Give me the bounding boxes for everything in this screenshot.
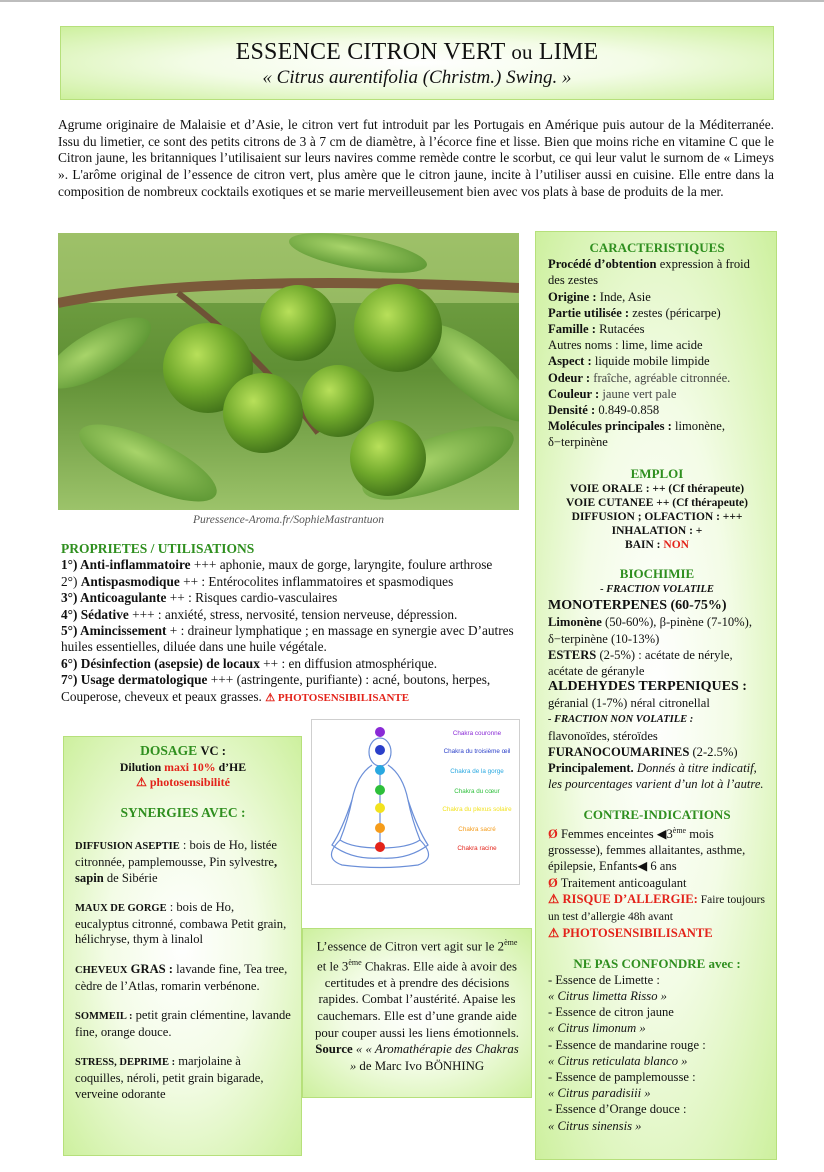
dosage-box [63, 736, 302, 1156]
molecules-row: Molécules principales : limonène, δ−terpinène [548, 419, 725, 450]
photosens-row: ⚠ PHOTOSENSIBILISANTE [548, 926, 713, 941]
monoterpenes: MONOTERPENES (60-75%) [548, 598, 727, 614]
ne-pas-confondre-title: NE PAS CONFONDRE avec : [573, 955, 741, 971]
limonene-row: Limonène (50-60%), β-pinène (7-10%), δ−terpinène (10-13%) [548, 615, 753, 646]
warning-icon: ⚠ [548, 926, 560, 941]
aspect-row: Aspect : liquide mobile limpide [548, 354, 710, 369]
densite-row: Densité : 0.849-0.858 [548, 403, 660, 418]
famille-row: Famille : Rutacées [548, 322, 645, 337]
esters-row: ESTERS (2-5%) : acétate de néryle, acétate de géranyle [548, 647, 733, 679]
aldehydes: ALDEHYDES TERPENIQUES : [548, 679, 747, 695]
procede-row: Procédé d’obtention expression à froid des zestes [548, 257, 750, 288]
chakra-label: Chakra du troisième œil [443, 748, 511, 755]
flavonoides: flavonoïdes, stéroïdes [548, 728, 658, 743]
fraction-non-volatile: - FRACTION NON VOLATILE : [548, 713, 694, 725]
confondre-item: - Essence de Limette : [548, 972, 660, 987]
chakra-label: Chakra de la gorge [450, 768, 504, 775]
chakra-label: Chakra couronne [452, 730, 502, 737]
chakra-dot [375, 785, 385, 795]
proprietes-list [61, 557, 531, 706]
emploi-bain: BAIN : NON [625, 538, 689, 551]
furano-row: FURANOCOUMARINES (2-2.5%) [548, 745, 738, 760]
synergie-sommeil: SOMMEIL : petit grain clémentine, lavande fine, orange douce. [75, 1008, 291, 1039]
chakra-label: Chakra du plexus solaire [442, 806, 512, 813]
chakra-label: Chakra racine [457, 845, 497, 852]
dilution-row: Dilution maxi 10% d’HE [119, 759, 247, 774]
confondre-item: - Essence de pamplemousse : [548, 1069, 696, 1084]
confondre-item: - Essence d’Orange douce : [548, 1102, 687, 1117]
chakra-label: Chakra sacré [458, 826, 496, 833]
caracteristiques-title: CARACTERISTIQUES [589, 240, 725, 255]
synergie-stress: STRESS, DEPRIME : marjolaine à coquilles, néroli, petit grain bigarade, verveine odorante [75, 1054, 264, 1101]
chakra-dot [375, 823, 385, 833]
emploi-voie-cutanee: VOIE CUTANEE ++ (Cf thérapeute) [566, 496, 748, 509]
chakra-dot [375, 765, 385, 775]
top-rule [0, 0, 824, 2]
emploi-diffusion: DIFFUSION ; OLFACTION : +++ [571, 510, 743, 523]
autres-noms-row: Autres noms : lime, lime acide [548, 338, 703, 353]
emploi-voie-orale: VOIE ORALE : ++ (Cf thérapeute) [569, 482, 745, 495]
emploi-title: EMPLOI [630, 465, 684, 481]
propriete-item: 1°) Anti-inflammatoire +++ aphonie, maux de gorge, laryngite, foulure arthrose [61, 557, 493, 573]
confondre-list [548, 972, 766, 1134]
allergie-row: ⚠ RISQUE D’ALLERGIE: Faire toujours un test d’allergie 48h avant [548, 891, 765, 924]
page-subtitle: « Citrus aurentifolia (Christm.) Swing. » [262, 67, 572, 88]
chakra-text-box [302, 928, 532, 1098]
confondre-latin: « Citrus sinensis » [548, 1118, 642, 1133]
confondre-latin: « Citrus limonum » [548, 1021, 646, 1036]
proprietes-section [61, 541, 531, 706]
synergies-title: SYNERGIES AVEC : [120, 804, 246, 820]
photosensibilite-row: ⚠ photosensibilité [136, 775, 230, 790]
synergie-gorge: MAUX DE GORGE : bois de Ho, eucalyptus citronné, combawa Petit grain, hélichryse, thym à linalol [75, 900, 287, 947]
aldehydes-value: géranial (1-7%) néral citronellal [548, 696, 710, 711]
page-title: ESSENCE CITRON VERT ou LIME [235, 39, 599, 65]
intro-paragraph: Agrume originaire de Malaisie et d’Asie, le citron vert fut introduit par les Portugais en Amérique puis autour de la Méditerranée. Issu du limetier, ce sont des petits citrons de 3 à 7 cm de diamètre, à l’écorce fine et lisse. Bien que moins riche en vitamine C que le Citron jaune, les britanniques l’utilisaient sur leurs navires comme remède contre le scorbut, ce qui leur valut le surnom de « Limeys ». L'arôme original de l’essence de citron vert, plus amère que le citron jaune, incite à l’utiliser aussi en cuisine. Elle entre dans la composition de nombreux cocktails exotiques et se marie merveilleusement bien avec vos plats à base de produits de la mer. [58, 117, 774, 199]
chakra-figure [311, 719, 520, 885]
chakra-dot [375, 803, 385, 813]
dosage-title: DOSAGE VC : [140, 743, 226, 758]
propriete-item: 6°) Désinfection (asepsie) de locaux ++ : en diffusion atmosphérique. [61, 655, 438, 671]
chakra-dot [375, 745, 385, 755]
propriete-item: 7°) Usage dermatologique +++ (astringente, purifiante) : acné, boutons, herpes, Couperose, cheveux et peaux grasses. ⚠ PHOTOSENSIBILISANTE [61, 672, 531, 706]
photo-caption: Puressence-Aroma.fr/SophieMastrantuon [192, 514, 385, 526]
chakra-source: Source « « Aromathérapie des Chakras » de Marc Ivo BÖNHING [315, 1042, 519, 1073]
emploi-inhalation: INHALATION : + [611, 524, 703, 537]
warning-icon: ⚠ [548, 891, 560, 906]
warning-icon: ⚠ [136, 775, 147, 790]
confondre-latin: « Citrus paradisiii » [548, 1086, 651, 1101]
confondre-latin: « Citrus reticulata blanco » [548, 1053, 688, 1068]
title-box [60, 26, 774, 100]
chakra-dot [375, 842, 385, 852]
right-column [535, 231, 777, 1160]
partie-row: Partie utilisée : zestes (péricarpe) [548, 305, 721, 320]
propriete-item: 2°) Antispasmodique ++ : Entérocolites inflammatoires et spasmodiques [61, 573, 454, 589]
confondre-item: - Essence de mandarine rouge : [548, 1037, 706, 1052]
lime-photo [58, 233, 519, 510]
confondre-latin: « Citrus limetta Risso » [548, 988, 667, 1003]
synergie-cheveux: CHEVEUX GRAS : lavande fine, Tea tree, cèdre de l’Atlas, romarin verbénone. [75, 961, 288, 993]
odeur-row: Odeur : fraîche, agréable citronnée. [548, 370, 731, 385]
confondre-item: - Essence de citron jaune [548, 1005, 674, 1020]
principalement-row: Principalement. Donnés à titre indicatif, les pourcentages varient d’un lot à l’autre. [548, 761, 764, 792]
contre-indications-title: CONTRE-INDICATIONS [583, 806, 731, 822]
chakra-description: L’essence de Citron vert agit sur le 2ème et le 3ème Chakras. Elle aide à avoir des certitudes et à prendre des décisions rapides. Combat l’austérité. Apaise les cauchemars. Elle est d’une grande aide pour couper aussi les liens émotionnels. [315, 938, 520, 1040]
proprietes-title: PROPRIETES / UTILISATIONS [61, 541, 255, 556]
emploi-list [548, 482, 766, 552]
couleur-row: Couleur : jaune vert pale [548, 386, 677, 401]
propriete-item: 4°) Sédative +++ : anxiété, stress, nervosité, tension nerveuse, dépression. [61, 606, 458, 622]
biochimie-title: BIOCHIMIE [619, 565, 695, 581]
chakra-label: Chakra du cœur [454, 788, 500, 795]
chakra-labels [442, 730, 512, 852]
chakra-dot [375, 727, 385, 737]
contre-indication-2: Ø Traitement anticoagulant [548, 875, 687, 890]
fraction-volatile: - FRACTION VOLATILE [600, 584, 714, 596]
warning-icon: ⚠ [265, 691, 276, 704]
propriete-item: 5°) Amincissement + : draineur lymphatique ; en massage en synergie avec D’autres huiles essentielles, diluée dans une huile végétale. [61, 623, 514, 655]
contre-indication-1: Ø Femmes enceintes ◀3ème mois grossesse), femmes allaitantes, asthme, épilepsie, Enfants◀ 6 ans [548, 825, 746, 874]
origine-row: Origine : Inde, Asie [548, 289, 651, 304]
synergie-diffusion: DIFFUSION ASEPTIE : bois de Ho, listée citronnée, pamplemousse, Pin sylvestre, sapin de Sibérie [75, 838, 278, 885]
propriete-item: 3°) Anticoagulante ++ : Risques cardio-vasculaires [61, 590, 338, 606]
